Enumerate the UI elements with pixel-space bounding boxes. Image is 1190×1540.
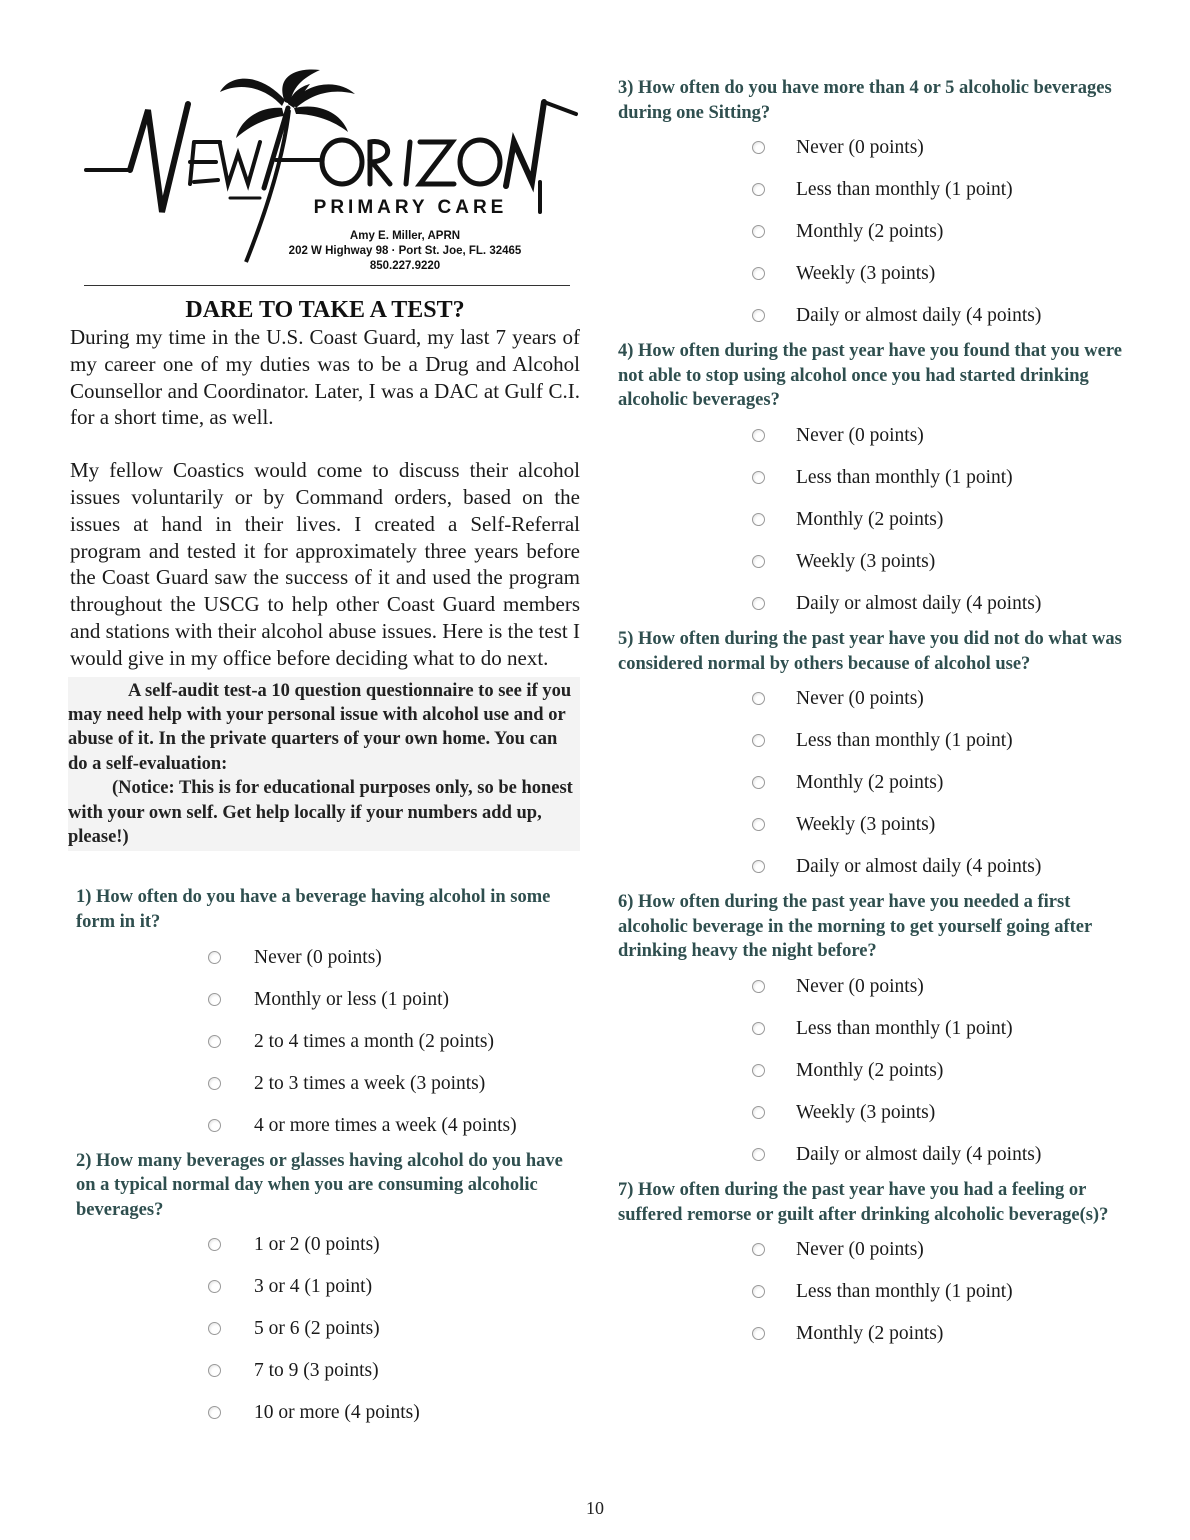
question-1-option-4[interactable] <box>70 1105 580 1147</box>
right-column <box>618 76 1128 1357</box>
radio-button-icon[interactable] <box>752 776 765 789</box>
radio-button-icon[interactable] <box>752 429 765 442</box>
radio-button-icon[interactable] <box>752 267 765 280</box>
radio-button-icon[interactable] <box>208 1364 221 1377</box>
radio-button-icon[interactable] <box>752 1243 765 1256</box>
option-label: Daily or almost daily (4 points) <box>796 1143 1042 1165</box>
option-label: Daily or almost daily (4 points) <box>796 305 1042 327</box>
question-3-option-1[interactable] <box>618 169 1128 211</box>
radio-button-icon[interactable] <box>752 555 765 568</box>
question-1-option-3[interactable] <box>70 1063 580 1105</box>
question-4 <box>618 339 1128 625</box>
option-label: Weekly (3 points) <box>796 263 936 285</box>
radio-button-icon[interactable] <box>208 1406 221 1419</box>
option-label: Less than monthly (1 point) <box>796 730 1013 752</box>
notice-intro: A self-audit test-a 10 question questionnaire to see if you may need help with your personal issue with alcohol use and or abuse of it. In the private quarters of your own home. You can do a self-evaluation: <box>68 680 572 774</box>
question-6-options <box>618 966 1128 1176</box>
provider-phone: 850.227.9220 <box>369 260 441 272</box>
option-label: Less than monthly (1 point) <box>796 179 1013 201</box>
radio-button-icon[interactable] <box>208 1077 221 1090</box>
option-label: Less than monthly (1 point) <box>796 1017 1013 1039</box>
intro-paragraph: During my time in the U.S. Coast Guard, my last 7 years of my career one of my duties was to be a Drug and Alcohol Counsellor and Coordinator. Later, I was a DAC at Gulf C.I. for a short time, as well. <box>70 325 580 430</box>
option-label: Daily or almost daily (4 points) <box>796 592 1042 614</box>
logo-contact-block <box>245 229 565 274</box>
question-1-option-1[interactable] <box>70 979 580 1021</box>
radio-button-icon[interactable] <box>208 1280 221 1293</box>
option-label: Monthly (2 points) <box>796 772 944 794</box>
self-audit-notice <box>68 677 580 852</box>
option-label: Monthly (2 points) <box>796 1059 944 1081</box>
question-5-option-3[interactable] <box>618 804 1128 846</box>
notice-disclaimer: (Notice: This is for educational purposes only, so be honest with your own self. Get help locally if your numbers add up, please!) <box>68 778 573 847</box>
radio-button-icon[interactable] <box>752 141 765 154</box>
question-2-option-3[interactable] <box>70 1350 580 1392</box>
question-4-option-4[interactable] <box>618 583 1128 625</box>
radio-button-icon[interactable] <box>208 993 221 1006</box>
radio-button-icon[interactable] <box>752 1064 765 1077</box>
radio-button-icon[interactable] <box>208 951 221 964</box>
question-4-option-0[interactable] <box>618 415 1128 457</box>
option-label: Weekly (3 points) <box>796 1101 936 1123</box>
question-2-option-2[interactable] <box>70 1308 580 1350</box>
radio-button-icon[interactable] <box>752 734 765 747</box>
radio-button-icon[interactable] <box>752 597 765 610</box>
option-label: Monthly (2 points) <box>796 508 944 530</box>
question-5 <box>618 627 1128 888</box>
radio-button-icon[interactable] <box>752 1148 765 1161</box>
question-6-option-1[interactable] <box>618 1008 1128 1050</box>
option-label: Never (0 points) <box>796 137 924 159</box>
question-7-option-1[interactable] <box>618 1271 1128 1313</box>
question-4-text: 4) How often during the past year have you found that you were not able to stop using alcohol once you had started drinking alcoholic beverages? <box>618 341 1122 411</box>
provider-address: 202 W Highway 98 · Port St. Joe, FL. 32465 <box>288 245 522 257</box>
question-2-option-0[interactable] <box>70 1224 580 1266</box>
option-label: Monthly (2 points) <box>796 221 944 243</box>
radio-button-icon[interactable] <box>752 471 765 484</box>
question-6-option-4[interactable] <box>618 1134 1128 1176</box>
option-label: 4 or more times a week (4 points) <box>254 1114 517 1136</box>
question-5-option-1[interactable] <box>618 720 1128 762</box>
new-horizon-logo <box>70 62 580 277</box>
question-1-option-0[interactable] <box>70 937 580 979</box>
option-label: 3 or 4 (1 point) <box>254 1276 373 1298</box>
radio-button-icon[interactable] <box>752 225 765 238</box>
provider-name: Amy E. Miller, APRN <box>349 230 461 242</box>
radio-button-icon[interactable] <box>752 1022 765 1035</box>
radio-button-icon[interactable] <box>752 1285 765 1298</box>
question-4-option-2[interactable] <box>618 499 1128 541</box>
question-7-option-0[interactable] <box>618 1229 1128 1271</box>
option-label: 2 to 4 times a month (2 points) <box>254 1030 494 1052</box>
option-label: Weekly (3 points) <box>796 550 936 572</box>
question-1-option-2[interactable] <box>70 1021 580 1063</box>
question-3-option-2[interactable] <box>618 211 1128 253</box>
option-label: Never (0 points) <box>796 688 924 710</box>
question-3 <box>618 76 1128 337</box>
radio-button-icon[interactable] <box>752 513 765 526</box>
question-1-options <box>70 937 580 1147</box>
option-label: 1 or 2 (0 points) <box>254 1234 380 1256</box>
option-label: Monthly or less (1 point) <box>254 988 449 1010</box>
question-3-option-3[interactable] <box>618 253 1128 295</box>
question-2 <box>70 1149 580 1435</box>
radio-button-icon[interactable] <box>752 860 765 873</box>
question-3-options <box>618 127 1128 337</box>
option-label: Weekly (3 points) <box>796 814 936 836</box>
story-paragraph: My fellow Coastics would come to discuss their alcohol issues voluntarily or by Command orders, based on the issues at hand in their lives. I created a Self-Referral program and tested it for approximately three years before the Coast Guard saw the success of it and used the program throughout the USCG to help other Coast Guard members and stations with their alcohol abuse issues. Here is the test I would give in my office before deciding what to do next. <box>70 458 580 670</box>
question-2-option-4[interactable] <box>70 1392 580 1434</box>
question-2-text: 2) How many beverages or glasses having alcohol do you have on a typical normal day when you are consuming alcoholic beverages? <box>76 1150 563 1220</box>
logo-tagline: PRIMARY CARE <box>313 197 508 218</box>
page-number: 10 <box>586 1498 604 1518</box>
question-3-option-4[interactable] <box>618 295 1128 337</box>
radio-button-icon[interactable] <box>208 1035 221 1048</box>
question-6-option-2[interactable] <box>618 1050 1128 1092</box>
question-1 <box>70 885 580 1146</box>
question-3-option-0[interactable] <box>618 127 1128 169</box>
option-label: Less than monthly (1 point) <box>796 466 1013 488</box>
question-4-options <box>618 415 1128 625</box>
option-label: 7 to 9 (3 points) <box>254 1360 379 1382</box>
left-column <box>70 62 580 1436</box>
option-label: Daily or almost daily (4 points) <box>796 856 1042 878</box>
question-4-option-1[interactable] <box>618 457 1128 499</box>
radio-button-icon[interactable] <box>208 1238 221 1251</box>
radio-button-icon[interactable] <box>752 1106 765 1119</box>
question-7 <box>618 1178 1128 1355</box>
option-label: 5 or 6 (2 points) <box>254 1318 380 1340</box>
question-7-options <box>618 1229 1128 1355</box>
question-7-option-2[interactable] <box>618 1313 1128 1355</box>
option-label: Never (0 points) <box>254 946 382 968</box>
question-7-text: 7) How often during the past year have you had a feeling or suffered remorse or guilt after drinking alcoholic beverage(s)? <box>618 1179 1109 1225</box>
header-divider <box>84 285 570 286</box>
radio-button-icon[interactable] <box>752 1327 765 1340</box>
question-6-option-3[interactable] <box>618 1092 1128 1134</box>
question-6 <box>618 890 1128 1176</box>
option-label: Less than monthly (1 point) <box>796 1281 1013 1303</box>
option-label: 2 to 3 times a week (3 points) <box>254 1072 486 1094</box>
radio-button-icon[interactable] <box>752 980 765 993</box>
option-label: Monthly (2 points) <box>796 1323 944 1345</box>
page-title: DARE TO TAKE A TEST? <box>185 297 465 323</box>
radio-button-icon[interactable] <box>752 183 765 196</box>
question-5-options <box>618 678 1128 888</box>
radio-button-icon[interactable] <box>752 692 765 705</box>
radio-button-icon[interactable] <box>208 1322 221 1335</box>
radio-button-icon[interactable] <box>752 309 765 322</box>
option-label: Never (0 points) <box>796 975 924 997</box>
question-3-text: 3) How often do you have more than 4 or 5 alcoholic beverages during one Sitting? <box>618 78 1112 123</box>
radio-button-icon[interactable] <box>752 818 765 831</box>
question-5-option-0[interactable] <box>618 678 1128 720</box>
question-4-option-3[interactable] <box>618 541 1128 583</box>
question-5-option-2[interactable] <box>618 762 1128 804</box>
question-1-text: 1) How often do you have a beverage having alcohol in some form in it? <box>76 887 551 932</box>
option-label: 10 or more (4 points) <box>254 1402 420 1424</box>
option-label: Never (0 points) <box>796 1239 924 1261</box>
radio-button-icon[interactable] <box>208 1119 221 1132</box>
question-5-option-4[interactable] <box>618 846 1128 888</box>
question-6-text: 6) How often during the past year have you needed a first alcoholic beverage in the morning to get yourself going after drinking heavy the night before? <box>618 892 1092 962</box>
question-2-options <box>70 1224 580 1434</box>
question-6-option-0[interactable] <box>618 966 1128 1008</box>
option-label: Never (0 points) <box>796 424 924 446</box>
question-2-option-1[interactable] <box>70 1266 580 1308</box>
question-5-text: 5) How often during the past year have you did not do what was considered normal by others because of alcohol use? <box>618 628 1122 674</box>
